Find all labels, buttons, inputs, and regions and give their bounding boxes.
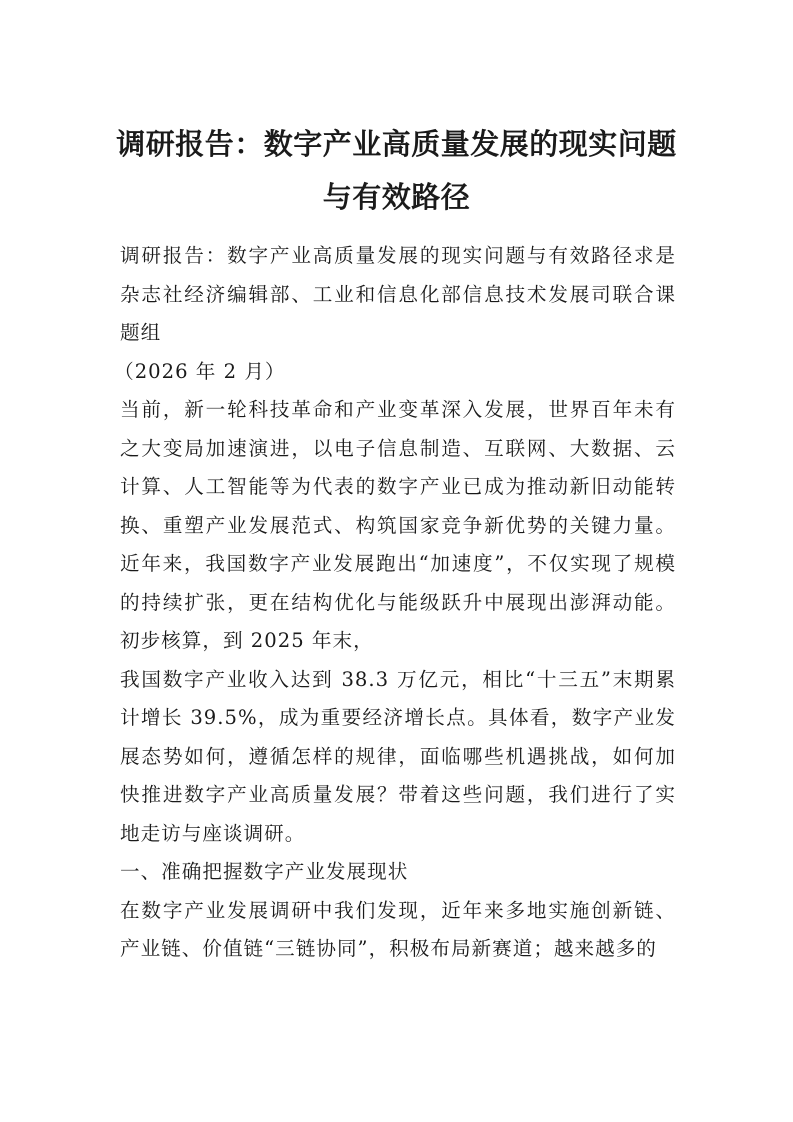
title-line-2: 与有效路径: [322, 180, 471, 214]
paragraph-date: （2026 年 2 月）: [114, 359, 286, 383]
document-title: [60, 118, 733, 224]
paragraph-intro: 当前，新一轮科技革命和产业变革深入发展，世界百年未有之大变局加速演进，以电子信息制造、互联网、大数据、云计算、人工智能等为代表的数字产业已成为推动新旧动能转换、重塑产业发展范式、构筑国家竞争新优势的关键力量。近年来，我国数字产业发展跑出“加速度”，不仅实现了规模的持续扩张，更在结构优化与能级跃升中展现出澎湃动能。初步核算，到 2025 年末，: [120, 398, 676, 652]
paragraph-heading-info: 调研报告：数字产业高质量发展的现实问题与有效路径求是杂志社经济编辑部、工业和信息化部信息技术发展司联合课题组: [120, 244, 676, 344]
section-heading-1: 一、准确把握数字产业发展现状: [120, 860, 409, 883]
document-body: [114, 237, 676, 969]
title-line-1: 调研报告：数字产业高质量发展的现实问题: [116, 127, 677, 161]
paragraph-section-1: 在数字产业发展调研中我们发现，近年来多地实施创新链、产业链、价值链“三链协同”，积极布局新赛道；越来越多的: [120, 898, 676, 960]
paragraph-revenue: 我国数字产业收入达到 38.3 万亿元，相比“十三五”末期累计增长 39.5%，成为重要经济增长点。具体看，数字产业发展态势如何，遵循怎样的规律，面临哪些机遇挑战，如何加快推进数字产业高质量发展？带着这些问题，我们进行了实地走访与座谈调研。: [120, 667, 676, 845]
